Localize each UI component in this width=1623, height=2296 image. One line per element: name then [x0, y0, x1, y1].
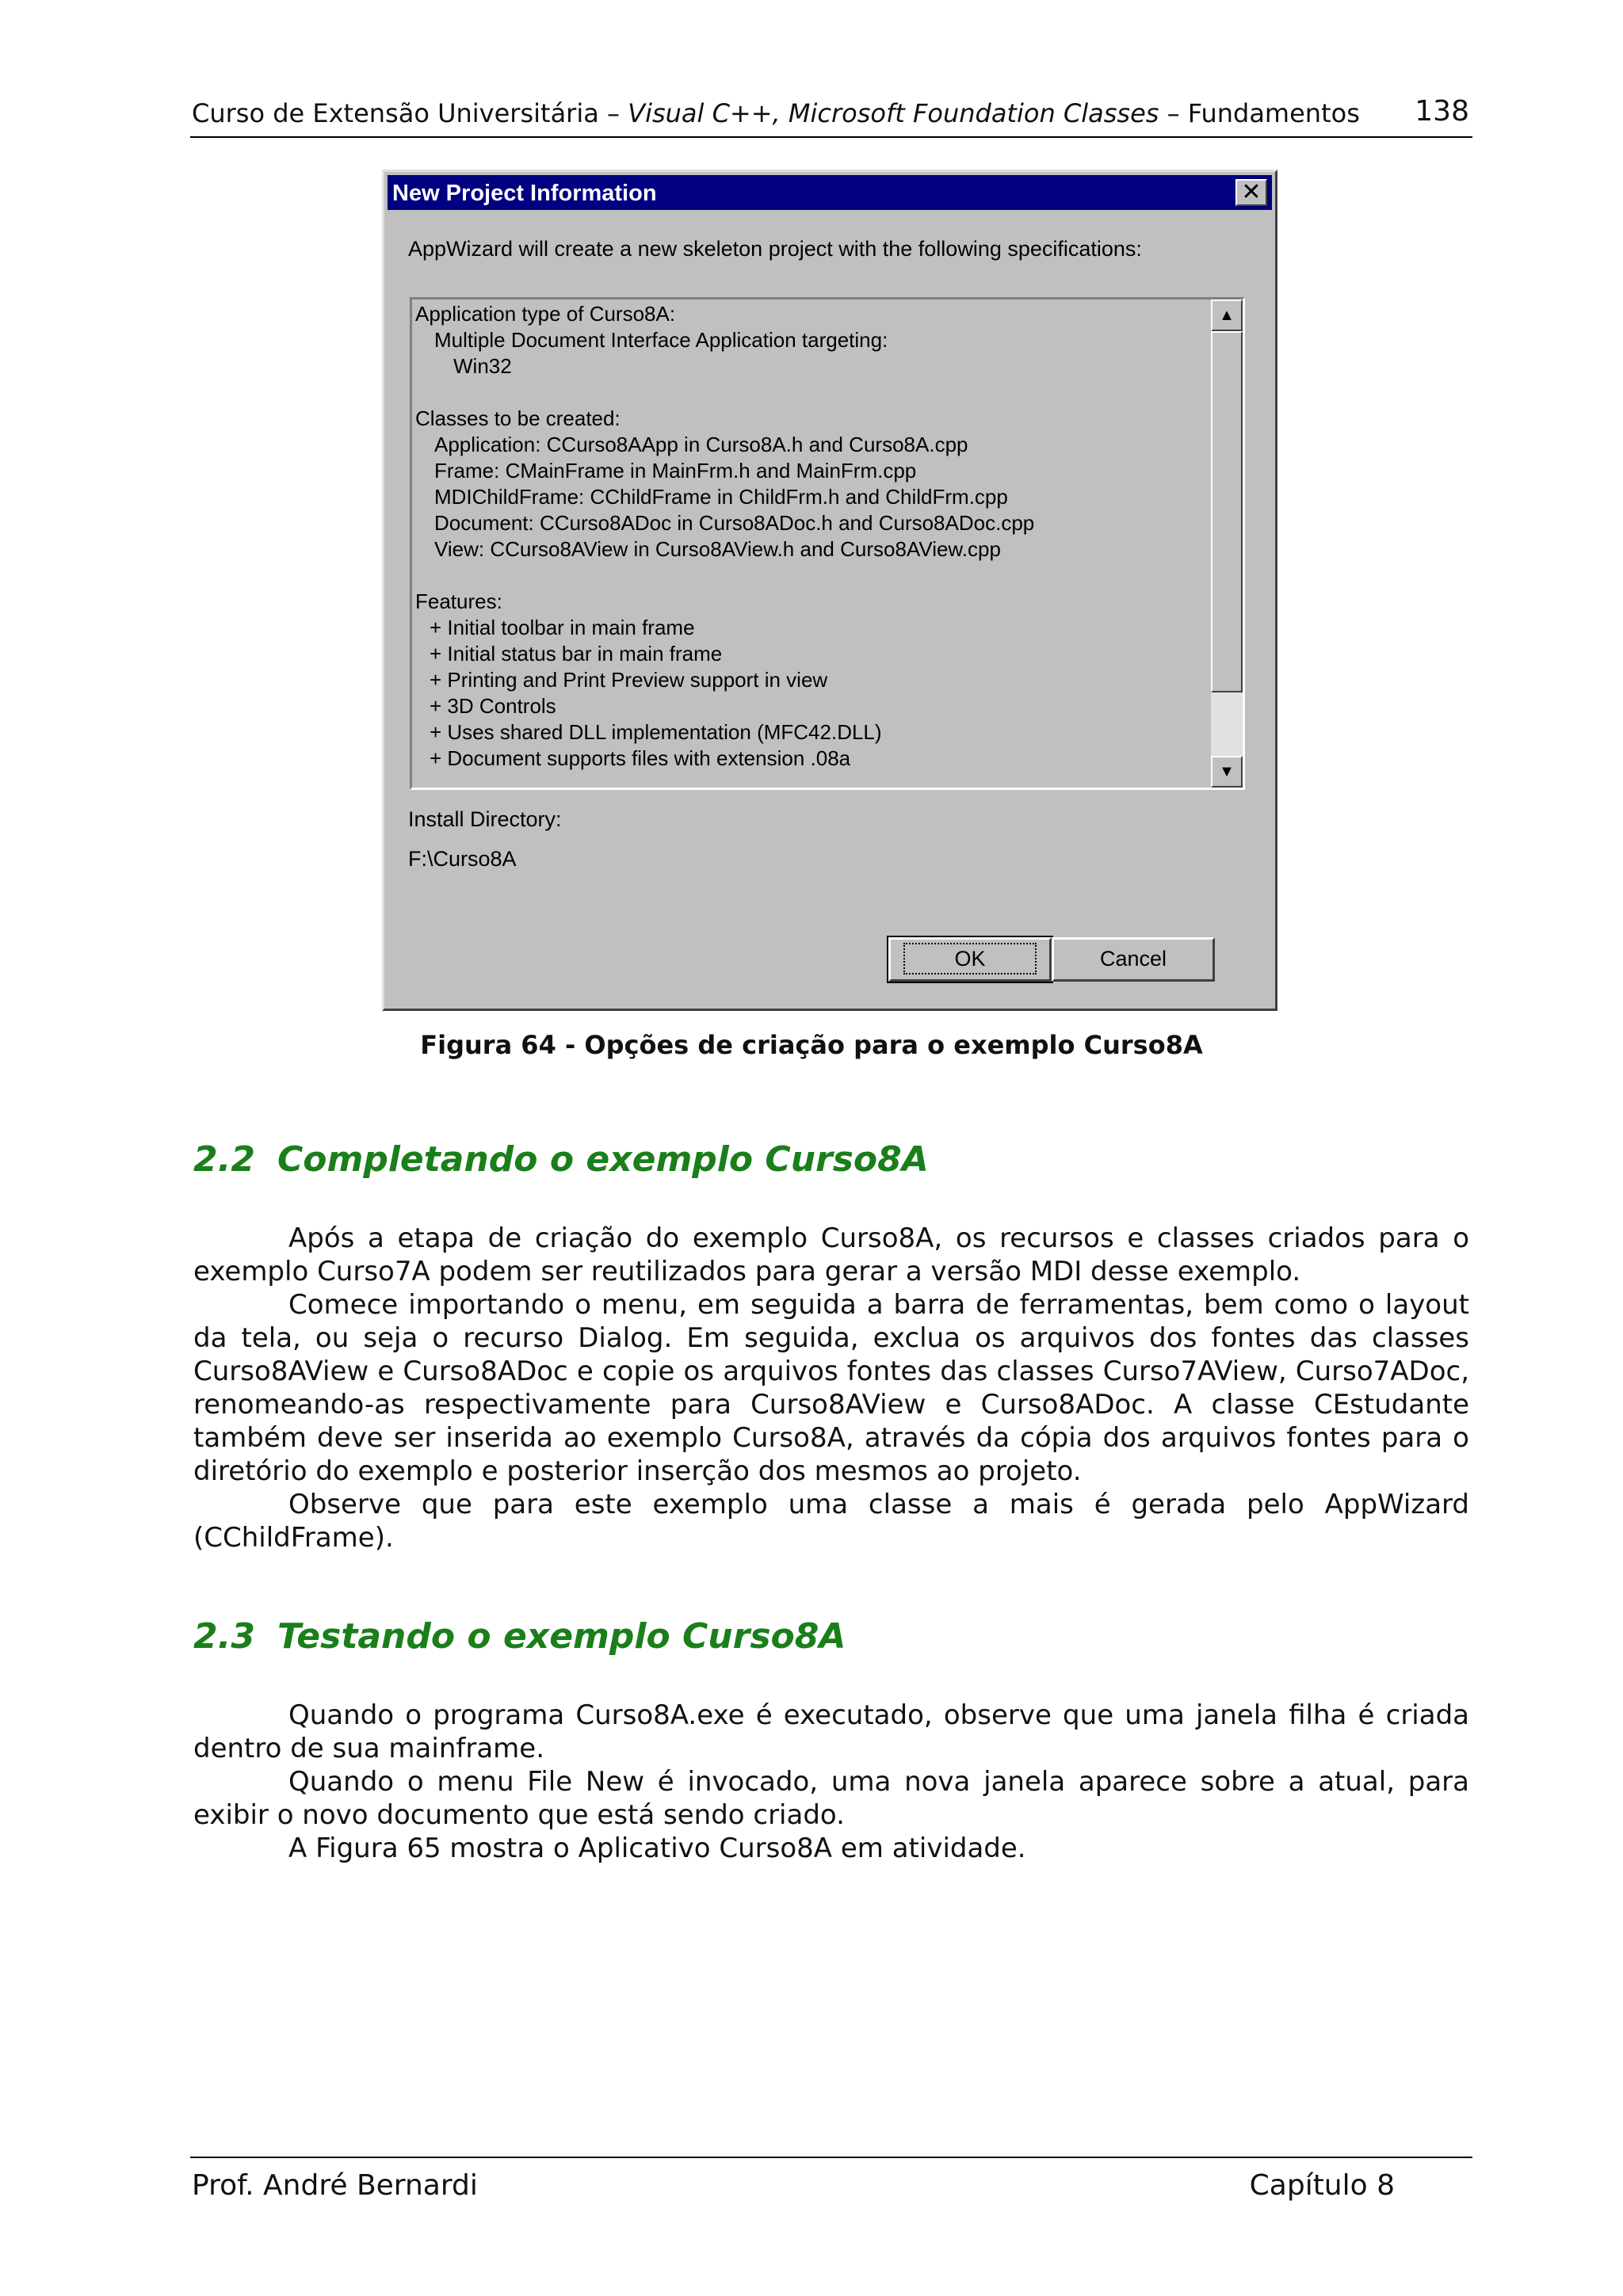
- spec-line: + 3D Controls: [430, 694, 556, 718]
- figure-caption: Figura 64 - Opções de criação para o exemplo Curso8A: [420, 1030, 1203, 1060]
- scroll-thumb[interactable]: [1211, 331, 1243, 692]
- paragraph: A Figura 65 mostra o Aplicativo Curso8A em atividade.: [288, 1833, 1026, 1864]
- footer-chapter: Capítulo 8: [1249, 2169, 1395, 2202]
- paragraph: Observe que para este exemplo uma classe a mais é gerada pelo AppWizard (CChildFrame).: [193, 1489, 1469, 1554]
- scroll-up-icon[interactable]: ▲: [1211, 299, 1243, 331]
- paragraph: Comece importando o menu, em seguida a barra de ferramentas, bem como o layout da tela, ou seja o recurso Dialog. Em seguida, exclua os arquivos dos fontes das classes Curso8AView e Curso8ADoc e copie os arquivos fontes das classes Curso7AView, Curso7ADoc, renomeando-as respectivamente para Curso8AView e Curso8ADoc. A classe CEstudante também deve ser inserida ao exemplo Curso8A, através da cópia dos arquivos fontes para o diretório do exemplo e posterior inserção dos mesmos ao projeto.: [193, 1289, 1469, 1487]
- header-title: Curso de Extensão Universitária – Visual C++, Microsoft Foundation Classes – Fundamentos: [192, 98, 1360, 128]
- running-footer: [190, 2157, 1472, 2206]
- vertical-scrollbar[interactable]: [1211, 299, 1243, 788]
- install-directory-path: F:\Curso8A: [408, 847, 517, 871]
- spec-line: [415, 563, 1208, 589]
- spec-line: Classes to be created:: [415, 406, 621, 430]
- spec-line: [415, 379, 1208, 406]
- spec-line: Application: CCurso8AApp in Curso8A.h and Curso8A.cpp: [434, 433, 968, 456]
- specifications-text: [415, 301, 1208, 772]
- page-number: 138: [1415, 95, 1469, 128]
- spec-line: Frame: CMainFrame in MainFrm.h and MainFrm.cpp: [434, 459, 917, 482]
- spec-line: Application type of Curso8A:: [415, 302, 676, 326]
- close-icon[interactable]: ✕: [1235, 179, 1267, 206]
- dialog-intro-text: AppWizard will create a new skeleton project with the following specifications:: [408, 237, 1142, 261]
- spec-line: + Initial toolbar in main frame: [430, 616, 695, 639]
- spec-line: + Printing and Print Preview support in view: [430, 668, 828, 692]
- spec-line: Win32: [453, 354, 512, 378]
- footer-author: Prof. André Bernardi: [192, 2169, 478, 2202]
- spec-line: Multiple Document Interface Application targeting:: [434, 328, 888, 352]
- spec-line: View: CCurso8AView in Curso8AView.h and Curso8AView.cpp: [434, 537, 1001, 561]
- spec-line: Document: CCurso8ADoc in Curso8ADoc.h and Curso8ADoc.cpp: [434, 511, 1035, 535]
- spec-line: + Document supports files with extension .08a: [430, 746, 851, 770]
- section-heading-2-3: 2.3 Testando o exemplo Curso8A: [193, 1616, 846, 1657]
- paragraph: Após a etapa de criação do exemplo Curso8A, os recursos e classes criados para o exemplo Curso7A podem ser reutilizados para gerar a versão MDI desse exemplo.: [193, 1222, 1469, 1287]
- spec-line: Features:: [415, 589, 502, 613]
- section-heading-2-2: 2.2 Completando o exemplo Curso8A: [193, 1139, 929, 1180]
- spec-line: + Uses shared DLL implementation (MFC42.DLL): [430, 720, 882, 744]
- install-directory-label: Install Directory:: [408, 807, 562, 831]
- paragraph: Quando o menu File New é invocado, uma nova janela aparece sobre a atual, para exibir o novo documento que está sendo criado.: [193, 1766, 1469, 1831]
- ok-button[interactable]: OK: [888, 937, 1052, 982]
- paragraph: Quando o programa Curso8A.exe é executado, observe que uma janela filha é criada dentro de sua mainframe.: [193, 1699, 1469, 1764]
- section-2-2-body: [193, 1222, 1469, 1554]
- spec-line: MDIChildFrame: CChildFrame in ChildFrm.h and ChildFrm.cpp: [434, 485, 1008, 509]
- scroll-down-icon[interactable]: ▼: [1211, 756, 1243, 788]
- dialog-titlebar: [388, 175, 1272, 210]
- cancel-button[interactable]: Cancel: [1052, 937, 1215, 982]
- section-2-3-body: [193, 1699, 1469, 1865]
- specifications-listbox[interactable]: [410, 297, 1245, 790]
- running-header: [190, 95, 1472, 138]
- dialog-title: New Project Information: [392, 181, 657, 206]
- new-project-information-dialog: [382, 170, 1277, 1011]
- spec-line: + Initial status bar in main frame: [430, 642, 723, 666]
